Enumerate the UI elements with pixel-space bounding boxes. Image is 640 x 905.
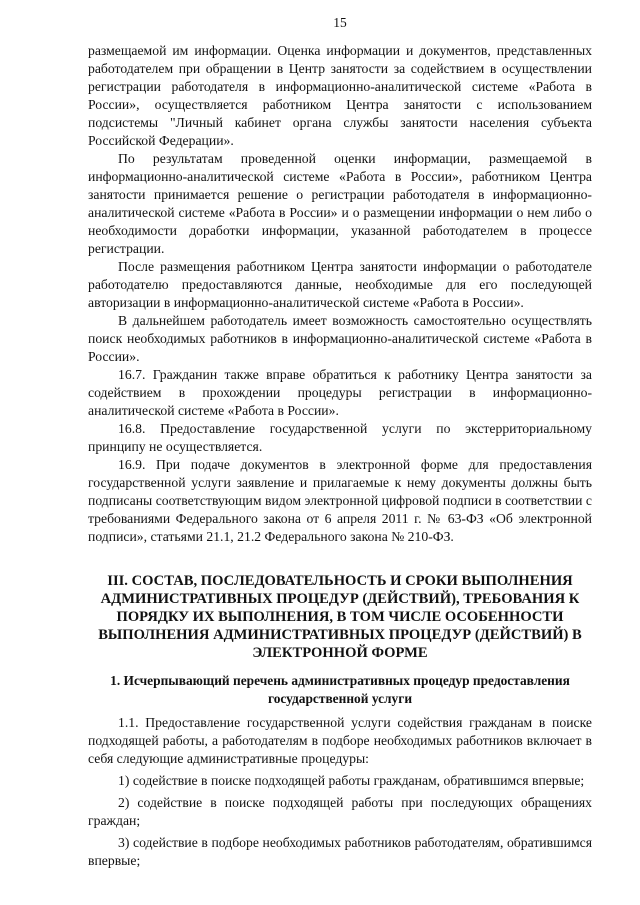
list-item-1: 1) содействие в поиске подходящей работы гражданам, обратившимся впервые; — [118, 773, 585, 788]
paragraph-authorization-data: После размещения работником Центра занятости информации о работодателе работодателю предоставляются данные, необходимые для его последующей авторизации в информационно-аналитической системе «Работа в России». — [88, 259, 592, 310]
page-number: 15 — [333, 15, 347, 30]
list-item-2: 2) содействие в поиске подходящей работы при последующих обращениях граждан; — [88, 795, 592, 828]
document-body — [88, 42, 592, 870]
paragraph-1-1: 1.1. Предоставление государственной услуги содействия гражданам в поиске подходящей работы, а работодателям в подборе необходимых работников включает в себя следующие административные процедуры: — [88, 715, 592, 766]
section-title: III. СОСТАВ, ПОСЛЕДОВАТЕЛЬНОСТЬ И СРОКИ ВЫПОЛНЕНИЯ АДМИНИСТРАТИВНЫХ ПРОЦЕДУР (ДЕЙСТВИЙ), ТРЕБОВАНИЯ К ПОРЯДКУ ИХ ВЫПОЛНЕНИЯ, В ТОМ ЧИСЛЕ ОСОБЕННОСТИ ВЫПОЛНЕНИЯ АДМИНИСТРАТИВНЫХ ПРОЦЕДУР (ДЕЙСТВИЙ) В ЭЛЕКТРОННОЙ ФОРМЕ — [98, 573, 582, 661]
subsection-title: 1. Исчерпывающий перечень административных процедур предоставления государственной услуги — [110, 673, 570, 706]
paragraph-continuation: размещаемой им информации. Оценка информации и документов, представленных работодателем при обращении в Центр занятости за содействием в осуществлении регистрации работодателя в информационно-аналитической системе «Работа в России», осуществляется работником Центра занятости с использованием подсистемы "Личный кабинет органа службы занятости населения субъекта Российской Федерации». — [88, 43, 592, 148]
list-item-3: 3) содействие в подборе необходимых работников работодателям, обратившимся впервые; — [88, 835, 592, 868]
paragraph-16-7: 16.7. Гражданин также вправе обратиться к работнику Центра занятости за содействием в прохождении процедуры регистрации в информационно-аналитической системе «Работа в России». — [88, 367, 592, 418]
paragraph-self-search: В дальнейшем работодатель имеет возможность самостоятельно осуществлять поиск необходимых работников в информационно-аналитической системе «Работа в России». — [88, 313, 592, 364]
paragraph-16-8: 16.8. Предоставление государственной услуги по экстерриториальному принципу не осуществляется. — [88, 421, 592, 454]
paragraph-16-9: 16.9. При подаче документов в электронной форме для предоставления государственной услуги заявление и прилагаемые к нему документы должны быть подписаны соответствующим видом электронной цифровой подписи в соответствии с требованиями Федерального закона от 6 апреля 2011 г. № 63-ФЗ «Об электронной подписи», статьями 21.1, 21.2 Федерального закона № 210-ФЗ. — [88, 457, 592, 544]
paragraph-evaluation-results: По результатам проведенной оценки информации, размещаемой в информационно-аналитической системе «Работа в России», работником Центра занятости принимается решение о регистрации работодателя в информационно-аналитической системе «Работа в России» и о размещении информации о нем либо о необходимости доработки информации, указанной работодателем в процессе регистрации. — [88, 151, 592, 256]
